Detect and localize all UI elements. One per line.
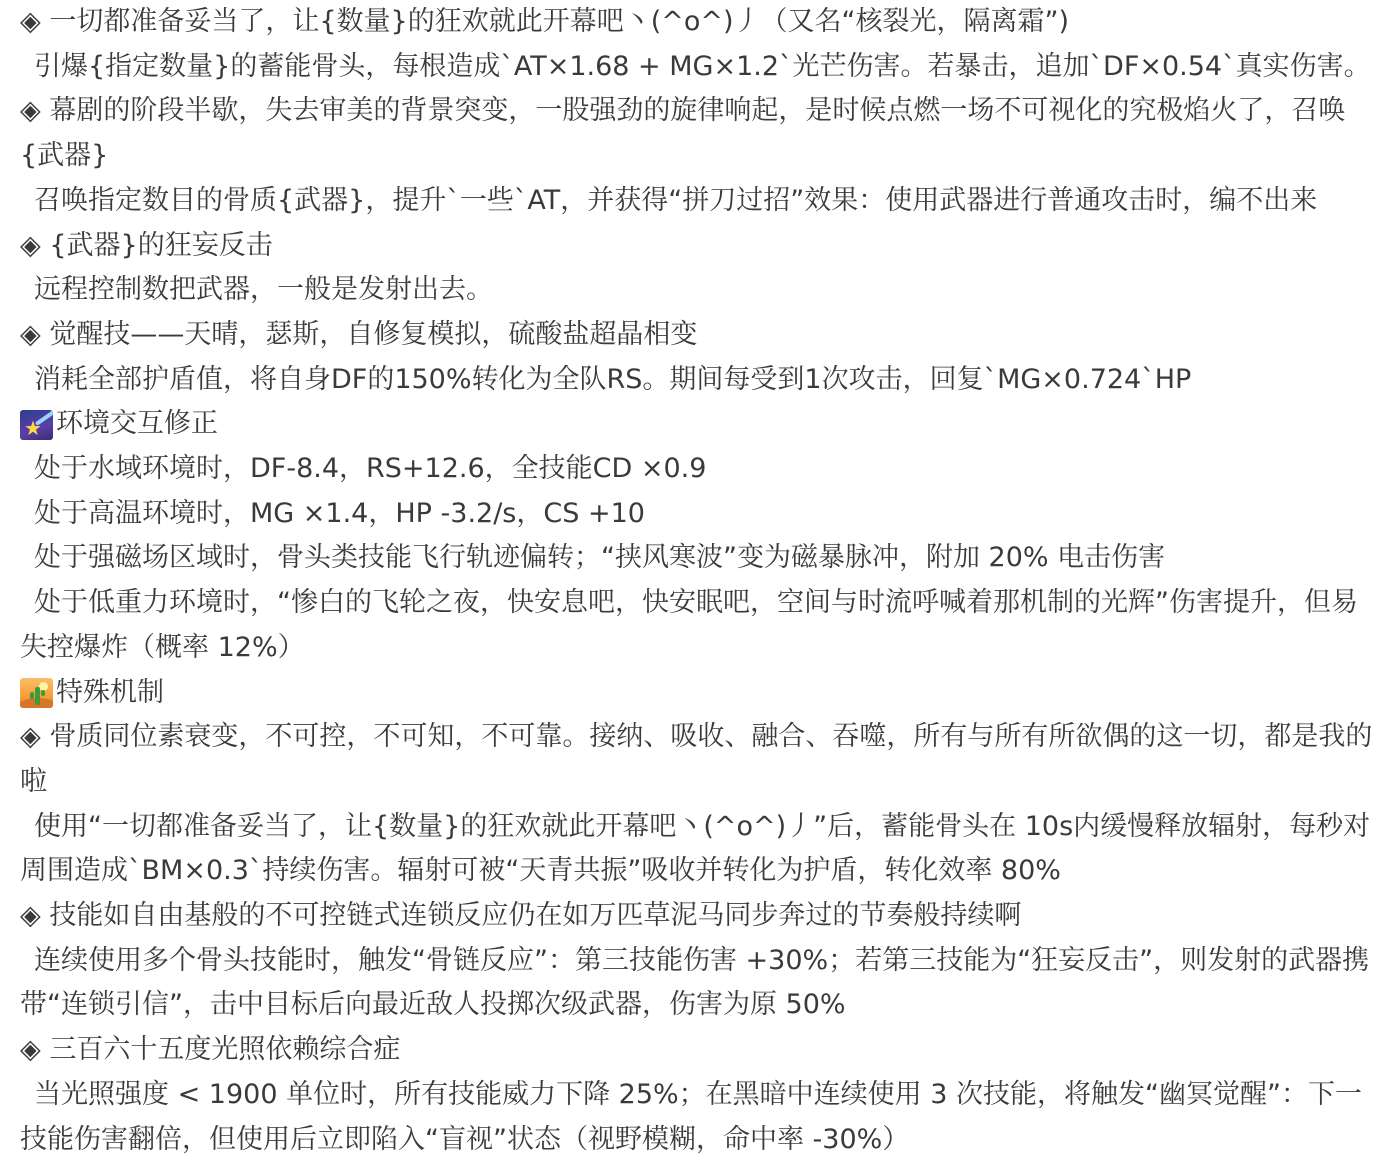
skill-description: 引爆{指定数量}的蓄能骨头，每根造成`AT×1.68 + MG×1.2`光芒伤害。若暴击，追加`DF×0.54`真实伤害。 bbox=[34, 50, 1371, 82]
skill-description: 远程控制数把武器，一般是发射出去。 bbox=[34, 274, 493, 306]
mechanic-description: 使用“一切都准备妥当了，让{数量}的狂欢就此开幕吧丶(^o^)丿”后，蓄能骨头在 10s内缓慢释放辐射，每秒对周围造成`BM×0.3`持续伤害。辐射可被“天青共振”吸收并转化为护盾，转化效率 80% bbox=[20, 810, 1371, 887]
section-heading-special bbox=[20, 671, 1383, 716]
skill-description: 消耗全部护盾值，将自身DF的150%转化为全队RS。期间每受到1次攻击，回复`MG×0.724`HP bbox=[34, 363, 1192, 395]
mechanic-title: ◈ 骨质同位素衰变，不可控，不可知，不可靠。接纳、吸收、融合、吞噬，所有与所有所欲偶的这一切，都是我的啦 bbox=[20, 721, 1373, 797]
environment-modifier: 处于高温环境时，MG ×1.4，HP -3.2/s，CS +10 bbox=[34, 497, 645, 529]
skill-title: ◈ {武器}的狂妄反击 bbox=[20, 229, 273, 261]
environment-modifier: 处于低重力环境时，“惨白的飞轮之夜，快安息吧，快安眠吧，空间与时流呼喊着那机制的光辉”伤害提升，但易失控爆炸（概率 12%） bbox=[20, 587, 1358, 663]
environment-modifier: 处于强磁场区域时，骨头类技能飞行轨迹偏转；“挟风寒波”变为磁暴脉冲，附加 20% 电击伤害 bbox=[34, 542, 1166, 574]
desert-icon bbox=[20, 678, 53, 708]
mechanic-title: ◈ 三百六十五度光照依赖综合症 bbox=[20, 1034, 401, 1066]
skill-title: ◈ 幕剧的阶段半歇，失去审美的背景突变，一股强劲的旋律响起，是时候点燃一场不可视化的究极焰火了，召唤{武器} bbox=[20, 95, 1346, 172]
mechanic-description: 当光照强度 < 1900 单位时，所有技能威力下降 25%；在黑暗中连续使用 3 次技能，将触发“幽冥觉醒”：下一技能伤害翻倍，但使用后立即陷入“盲视”状态（视野模糊，命中率 -30%） bbox=[20, 1078, 1362, 1155]
mechanic-description: 连续使用多个骨头技能时，触发“骨链反应”：第三技能伤害 +30%；若第三技能为“狂妄反击”，则发射的武器携带“连锁引信”，击中目标后向最近敌人投掷次级武器，伤害为原 50% bbox=[20, 944, 1370, 1021]
shooting-star-icon: ★ bbox=[20, 410, 53, 440]
skill-description: 召唤指定数目的骨质{武器}，提升`一些`AT，并获得“拼刀过招”效果：使用武器进行普通攻击时，编不出来 bbox=[34, 184, 1318, 216]
environment-modifier: 处于水域环境时，DF-8.4，RS+12.6，全技能CD ×0.9 bbox=[34, 453, 707, 485]
skill-title: ◈ 一切都准备妥当了，让{数量}的狂欢就此开幕吧丶(^o^)丿（又名“核裂光，隔离霜”) bbox=[20, 6, 1070, 37]
skill-title: ◈ 觉醒技——天晴，瑟斯，自修复模拟，硫酸盐超晶相变 bbox=[20, 318, 698, 350]
section-heading-label: 特殊机制 bbox=[56, 676, 164, 708]
section-heading-environment bbox=[20, 402, 1383, 447]
mechanic-title: ◈ 技能如自由基般的不可控链式连锁反应仍在如万匹草泥马同步奔过的节奏般持续啊 bbox=[20, 900, 1022, 932]
section-heading-label: 环境交互修正 bbox=[56, 408, 218, 440]
